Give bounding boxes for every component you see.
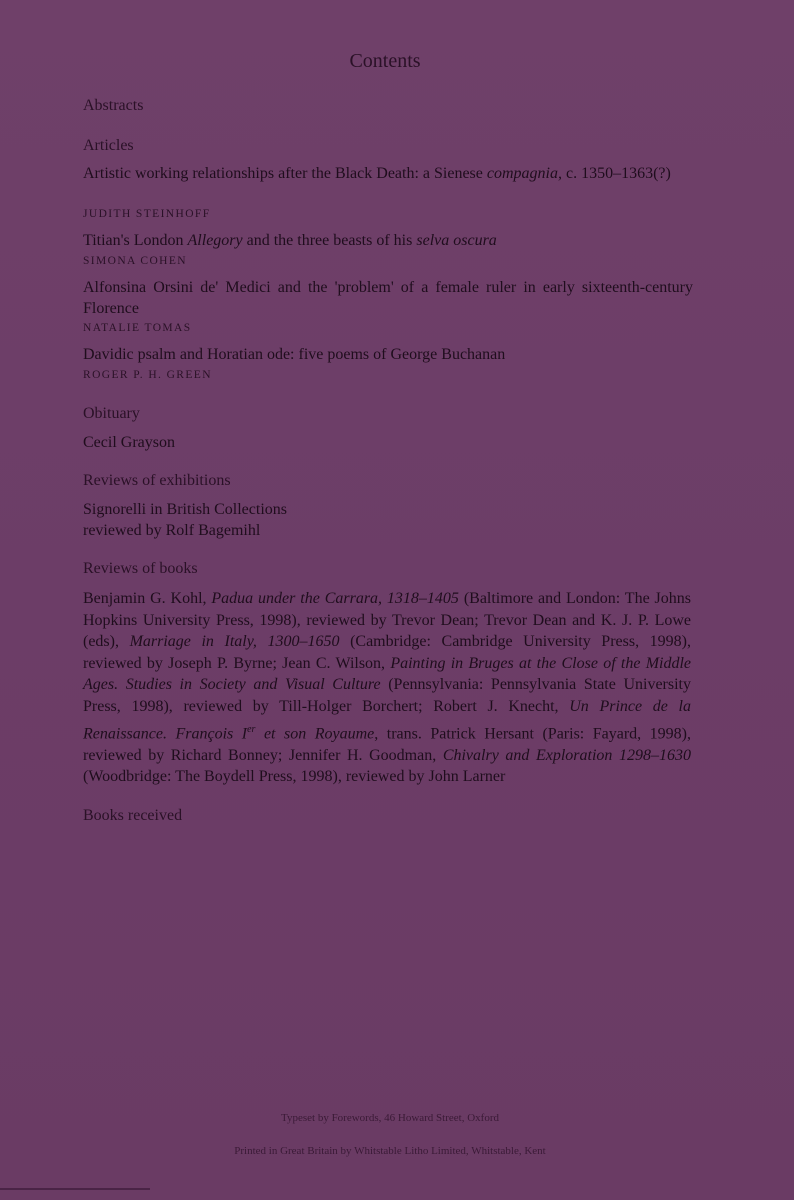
review-1-author: Benjamin G. Kohl, bbox=[83, 590, 212, 607]
article-2-title[interactable] bbox=[83, 230, 693, 251]
article-2-title-italic2: selva oscura bbox=[416, 232, 497, 249]
article-4-author: ROGER P. H. GREEN bbox=[83, 369, 212, 381]
book-reviews-text[interactable] bbox=[83, 588, 691, 788]
section-obituary: Obituary bbox=[83, 405, 140, 422]
review-3-author: Jean C. Wilson, bbox=[282, 654, 391, 672]
exhibition-reviewer: reviewed by Rolf Bagemihl bbox=[83, 522, 261, 539]
review-5-author: Jennifer H. Goodman, bbox=[288, 746, 443, 764]
review-3-rest: (Pennsylvania: Pennsylvania State University Press, 1998), reviewed by Till-Holger Borchert; bbox=[83, 676, 691, 715]
section-reviews-exhibitions: Reviews of exhibitions bbox=[83, 472, 231, 489]
review-1-rest: (Baltimore and London: The Johns Hopkins University Press, 1998), reviewed by Trevor Dean; bbox=[83, 590, 692, 629]
article-1-title-italic: compagnia, bbox=[486, 165, 562, 182]
article-3-title[interactable]: Alfonsina Orsini de' Medici and the 'problem' of a female ruler in early sixteenth-century Florence bbox=[83, 279, 693, 317]
article-1-title[interactable] bbox=[83, 163, 693, 184]
article-1-title-a: Artistic working relationships after the Black Death: a Sienese bbox=[83, 165, 487, 182]
review-2-title: Marriage in Italy, 1300–1650 bbox=[129, 633, 340, 650]
obituary-name[interactable]: Cecil Grayson bbox=[83, 434, 175, 451]
section-abstracts[interactable]: Abstracts bbox=[83, 97, 144, 114]
review-5-rest: (Woodbridge: The Boydell Press, 1998), reviewed by John Larner bbox=[83, 768, 506, 786]
article-2-title-b: and the three beasts of his bbox=[242, 232, 417, 249]
section-articles: Articles bbox=[83, 137, 134, 154]
article-2-author: SIMONA COHEN bbox=[83, 255, 188, 267]
exhibition-title[interactable]: Signorelli in British Collections bbox=[83, 501, 287, 518]
article-1-author: JUDITH STEINHOFF bbox=[83, 208, 211, 220]
article-4-title[interactable]: Davidic psalm and Horatian ode: five poems of George Buchanan bbox=[83, 346, 506, 363]
section-reviews-books: Reviews of books bbox=[83, 560, 198, 577]
review-4-author: Robert J. Knecht, bbox=[433, 697, 570, 715]
review-4-title: Un Prince de la Renaissance. François I bbox=[83, 697, 691, 743]
review-2-author: Trevor Dean and K. J. P. Lowe (eds), bbox=[83, 611, 691, 650]
page-edge-line bbox=[0, 1188, 150, 1190]
review-2-rest: (Cambridge: Cambridge University Press, 1998), reviewed by Joseph P. Byrne; bbox=[83, 633, 691, 672]
article-1-title-b: c. 1350–1363(?) bbox=[562, 165, 671, 182]
review-3-title: Painting in Bruges at the Close of the Middle Ages. Studies in Society and Visual Culture bbox=[83, 654, 692, 693]
section-books-received[interactable]: Books received bbox=[83, 807, 183, 824]
article-3-author: NATALIE TOMAS bbox=[83, 322, 192, 334]
review-4-title2: et son Royaume bbox=[255, 725, 375, 743]
footer-typeset: Typeset by Forewords, 46 Howard Street, Oxford bbox=[281, 1112, 499, 1124]
page-title: Contents bbox=[349, 50, 421, 72]
article-2-title-a: Titian's London bbox=[83, 232, 188, 249]
article-2-title-italic: Allegory bbox=[187, 232, 243, 249]
review-4-sup: er bbox=[247, 724, 256, 735]
footer-printed: Printed in Great Britain by Whitstable Litho Limited, Whitstable, Kent bbox=[234, 1145, 546, 1157]
review-4-rest: , trans. Patrick Hersant (Paris: Fayard, 1998), reviewed by Richard Bonney; bbox=[83, 725, 692, 764]
review-5-title: Chivalry and Exploration 1298–1630 bbox=[442, 746, 692, 764]
review-1-title: Padua under the Carrara, 1318–1405 bbox=[211, 590, 459, 607]
